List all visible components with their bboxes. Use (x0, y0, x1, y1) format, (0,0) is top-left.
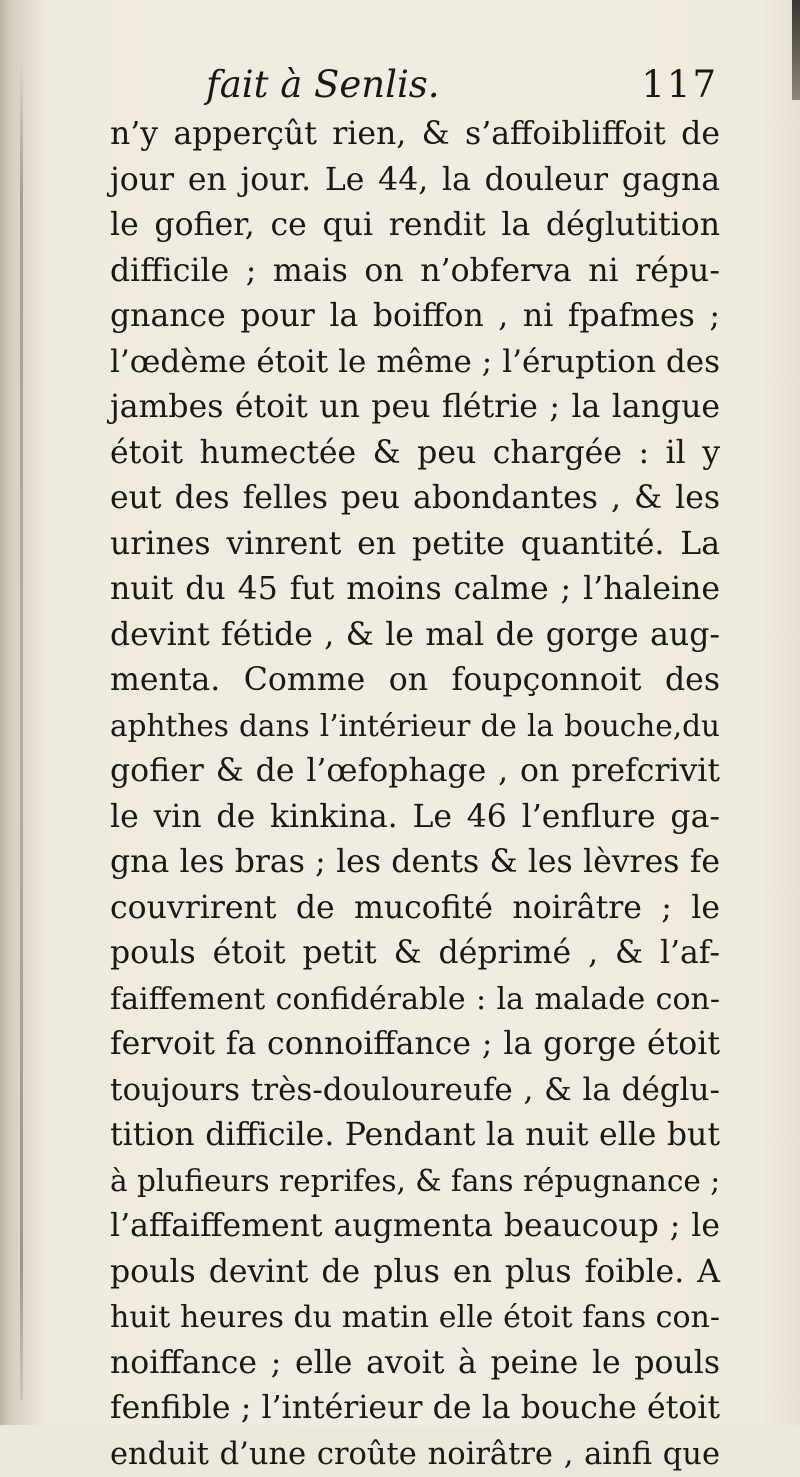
text-line: le gofier, ce qui rendit la déglutition (110, 203, 720, 249)
text-line: couvrirent de mucofité noirâtre ; le (110, 886, 720, 932)
page-number: 117 (641, 60, 718, 110)
text-line: huit heures du matin elle étoit fans con- (110, 1295, 720, 1341)
text-line: jour en jour. Le 44, la douleur gagna (110, 158, 720, 204)
running-head (198, 60, 718, 110)
text-line: gna les bras ; les dents & les lèvres fe (110, 840, 720, 886)
text-line: enduit d’une croûte noirâtre , ainfi que (110, 1432, 720, 1477)
page-gutter (0, 0, 46, 1425)
text-line: toujours très-douloureufe , & la déglu- (110, 1068, 720, 1114)
text-line: difficile ; mais on n’obferva ni répu- (110, 249, 720, 295)
text-line: fenfible ; l’intérieur de la bouche étoit (110, 1386, 720, 1432)
text-line: étoit humectée & peu chargée : il y (110, 431, 720, 477)
text-line: l’affaiffement augmenta beaucoup ; le (110, 1204, 720, 1250)
body-text (110, 112, 720, 1477)
text-line: l’œdème étoit le même ; l’éruption des (110, 340, 720, 386)
text-line: à plufieurs reprifes, & fans répugnance ; (110, 1159, 720, 1205)
text-line: devint fétide , & le mal de gorge aug- (110, 613, 720, 659)
text-line: nuit du 45 fut moins calme ; l’haleine (110, 567, 720, 613)
text-line: fervoit fa connoiffance ; la gorge étoit (110, 1022, 720, 1068)
text-line: urines vinrent en petite quantité. La (110, 522, 720, 568)
binding-edge (20, 60, 23, 1400)
text-line: gnance pour la boiffon , ni fpafmes ; (110, 294, 720, 340)
text-line: faiffement confidérable : la malade con- (110, 977, 720, 1023)
text-line: pouls devint de plus en plus foible. A (110, 1250, 720, 1296)
text-line: pouls étoit petit & déprimé , & l’af- (110, 931, 720, 977)
text-line: le vin de kinkina. Le 46 l’enflure ga- (110, 795, 720, 841)
text-line: gofier & de l’œfophage , on prefcrivit (110, 749, 720, 795)
text-line: jambes étoit un peu flétrie ; la langue (110, 385, 720, 431)
text-line: aphthes dans l’intérieur de la bouche,du (110, 704, 720, 750)
text-line: menta. Comme on foupçonnoit des (110, 658, 720, 704)
text-line: noiffance ; elle avoit à peine le pouls (110, 1341, 720, 1387)
text-line: eut des felles peu abondantes , & les (110, 476, 720, 522)
running-title: fait à Senlis. (206, 60, 440, 110)
text-line: n’y apperçût rien, & s’affoibliffoit de (110, 112, 720, 158)
page-edge-shadow (792, 0, 800, 100)
text-line: tition difficile. Pendant la nuit elle but (110, 1113, 720, 1159)
